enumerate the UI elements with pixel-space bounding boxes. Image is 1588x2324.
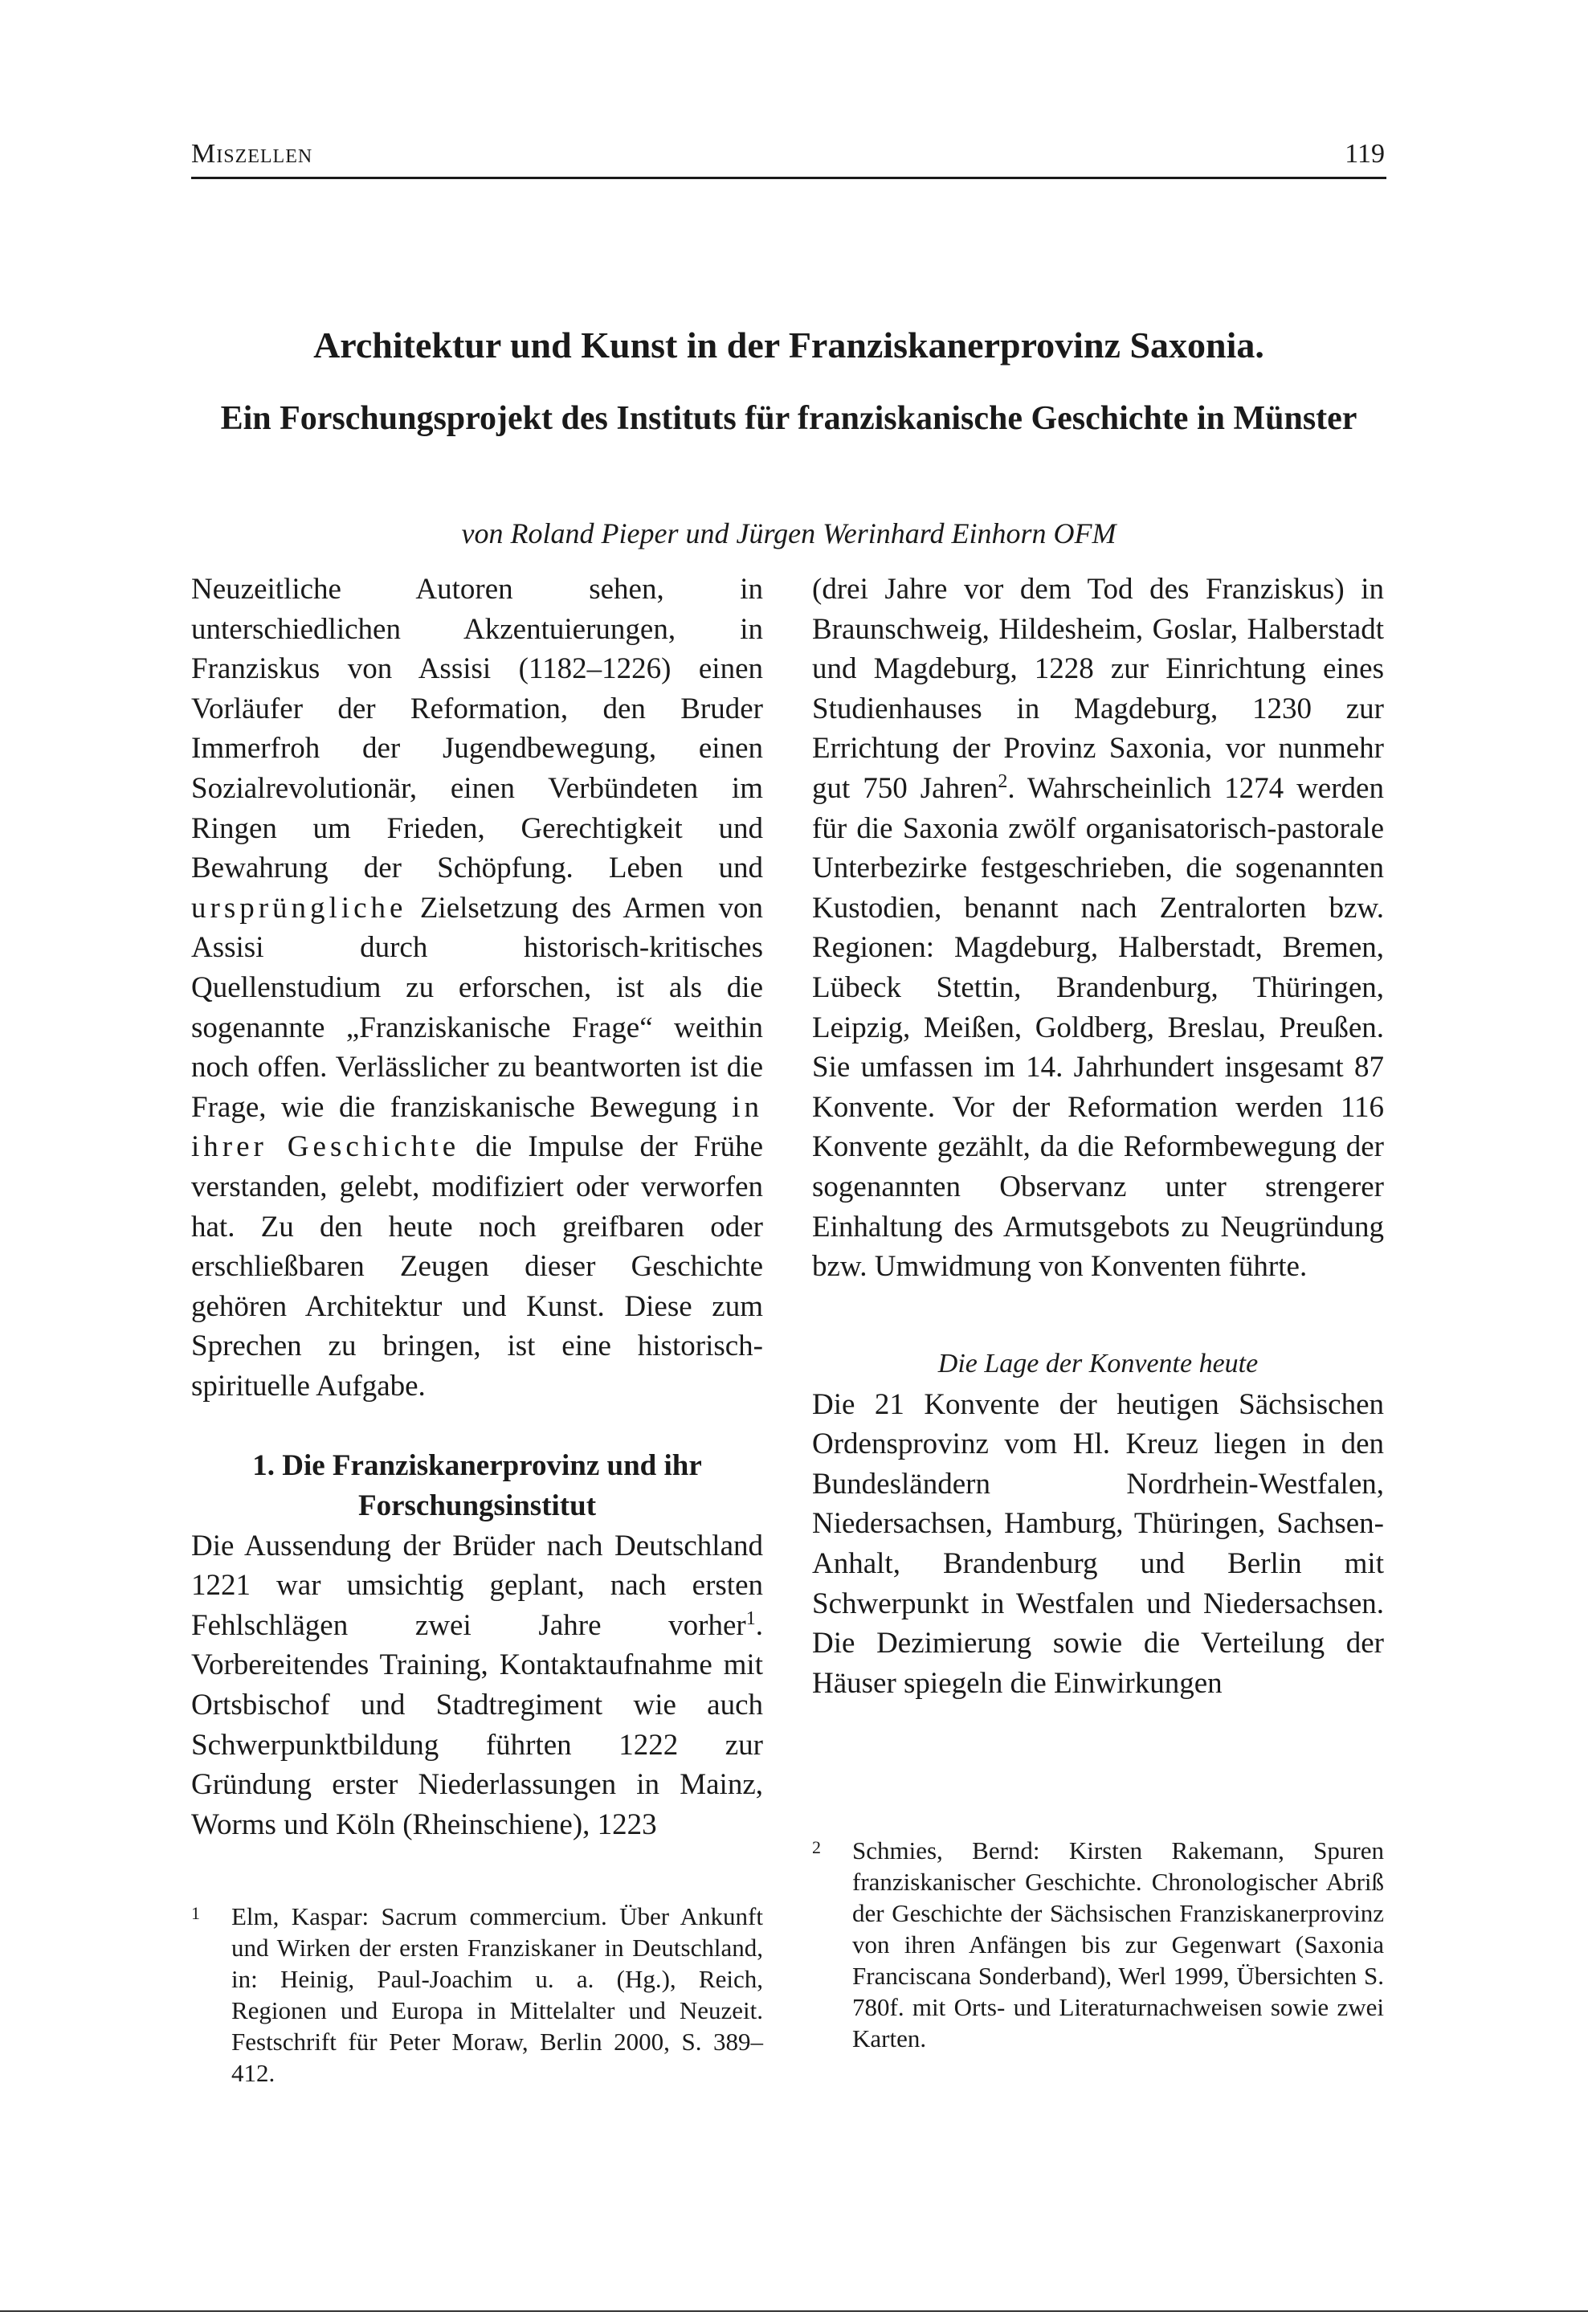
subheading: Die Lage der Konvente heute — [937, 1348, 1259, 1378]
footnote-text: Elm, Kaspar: Sacrum commercium. Über Ankunft und Wirken der ersten Franziskaner in Deutschland, in: Heinig, Paul-Joachim u. a. (Hg.), Reich, Regionen und Europa in Mittelalter und Neuzeit. Festschrift für Peter Moraw, Berlin 2000, S. 389–412. — [231, 1902, 763, 2087]
bottom-edge-rule — [0, 2310, 1588, 2312]
footnote-number: 1 — [191, 1903, 200, 1923]
section-paragraph — [191, 1526, 763, 1845]
continuation-paragraph — [812, 570, 1384, 1287]
footnote-number: 2 — [812, 1837, 821, 1857]
running-head — [191, 138, 1386, 170]
footnote-1 — [191, 1901, 763, 2089]
article-subtitle: Ein Forschungsprojekt des Instituts für franziskanische Geschichte in Münster — [220, 400, 1357, 437]
article-title: Architektur und Kunst in der Franziskanerprovinz Saxonia. — [313, 325, 1264, 366]
intro-spaced-1: ursprüngliche — [191, 891, 407, 925]
continuation-text-2: . Wahrscheinlich 1274 werden für die Saxonia zwölf organisatorisch-pastorale Unterbezirke festgeschrieben, die sogenannten Kustodien, benannt nach Zentralorten bzw. Regionen: Magdeburg, Halberstadt, Bremen, Lübeck Stettin, Brandenburg, Thüringen, Leipzig, Meißen, Goldberg, Breslau, Preußen. Sie umfassen im 14. Jahrhundert insgesamt 87 Konvente. Vor der Reformation werden 116 Konvente gezählt, da die Reformbewegung der sogenannten Observanz unter strengerer Einhaltung des Armutsgebots zu Neugründung bzw. Umwidmung von Konventen führte. — [812, 771, 1384, 1284]
location-paragraph: Die 21 Konvente der heutigen Sächsischen Ordensprovinz vom Hl. Kreuz liegen in den Bundesländern Nordrhein-Westfalen, Niedersachsen, Hamburg, Thüringen, Sachsen-Anhalt, Brandenburg und Berlin mit Schwerpunkt in Westfalen und Niedersachsen. Die Dezimierung sowie die Verteilung der Häuser spiegeln die Einwirkungen — [812, 1387, 1384, 1700]
footnote-text: Schmies, Bernd: Kirsten Rakemann, Spuren franziskanischer Geschichte. Chronologischer Abriß der Geschichte der Sächsischen Franziskanerprovinz von ihren Anfängen bis zur Gegenwart (Saxonia Franciscana Sonderband), Werl 1999, Übersichten S. 780f. mit Orts- und Literaturnachweisen sowie zwei Karten. — [852, 1836, 1384, 2052]
right-column — [812, 570, 1384, 1703]
page-number: 119 — [1345, 139, 1385, 169]
continuation-text-1: (drei Jahre vor dem Tod des Franziskus) in Braunschweig, Hildesheim, Goslar, Halberstadt und Magdeburg, 1228 zur Einrichtung eines Studienhauses in Magdeburg, 1230 zur Errichtung der Provinz Saxonia, vor nunmehr gut 750 Jahren — [812, 573, 1384, 805]
intro-text-1: Neuzeitliche Autoren sehen, in unterschiedlichen Akzentuierungen, in Franziskus von Assisi (1182–1226) einen Vorläufer der Reformation, den Bruder Immerfroh der Jugendbewegung, einen Sozialrevolutionär, einen Verbündeten im Ringen um Frieden, Gerechtigkeit und Bewahrung der Schöpfung. Leben und — [191, 573, 763, 885]
intro-text-3: die Impulse der Frühe verstanden, gelebt, modifiziert oder verworfen hat. Zu den heute noch greifbaren oder erschließbaren Zeugen dieser Geschichte gehören Architektur und Kunst. Diese zum Sprechen zu bringen, ist eine historisch-spirituelle Aufgabe. — [191, 1130, 764, 1403]
byline: von Roland Pieper und Jürgen Werinhard Einhorn OFM — [461, 517, 1116, 549]
intro-spaced-2: in ihrer Geschichte — [191, 1090, 763, 1164]
section-text-2: . Vorbereitendes Training, Kontaktaufnahme mit Ortsbischof und Stadtregiment wie auch Schwerpunktbildung führten 1222 zur Gründung erster Niederlassungen in Mainz, Worms und Köln (Rheinschiene), 1223 — [191, 1608, 763, 1841]
running-title: Miszellen — [191, 139, 313, 169]
footnote-ref-1[interactable]: 1 — [745, 1607, 756, 1629]
header-rule — [191, 177, 1386, 179]
section-heading: 1. Die Franziskanerprovinz und ihr Forschungsinstitut — [252, 1449, 702, 1523]
footnote-2 — [812, 1835, 1384, 2054]
intro-text-2: Zielsetzung des Armen von Assisi durch historisch-kritisches Quellenstudium zu erforschen, ist als die sogenannte „Franziskanische Frage“ weithin noch offen. Verlässlicher zu beantworten ist die Frage, wie die franziskanische Bewegung — [191, 891, 763, 1124]
left-column — [191, 570, 763, 1844]
intro-paragraph — [191, 570, 763, 1406]
footnote-ref-2[interactable]: 2 — [998, 770, 1008, 792]
section-text-1: Die Aussendung der Brüder nach Deutschland 1221 war umsichtig geplant, nach ersten Fehlschlägen zwei Jahre vorher — [191, 1529, 763, 1642]
